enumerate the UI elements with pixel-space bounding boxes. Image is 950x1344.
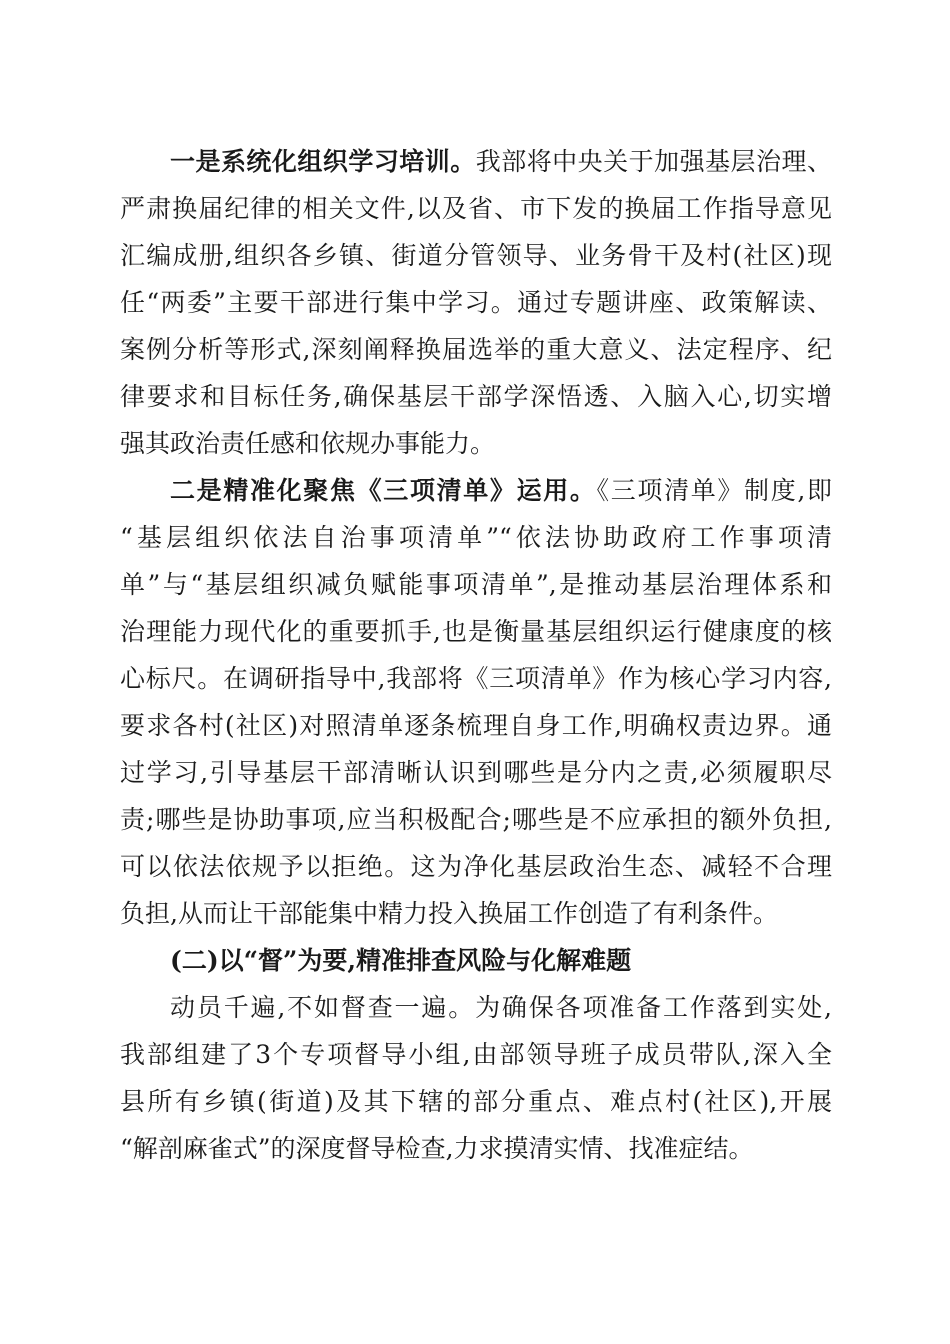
paragraph-3-line-1: 动员千遍,不如督查一遍。为确保各项准备工作落到实处, [170, 993, 832, 1022]
paragraph-1-line-1: 一是系统化组织学习培训。我部将中央关于加强基层治理、 [170, 147, 832, 176]
paragraph-2-lead: 二是精准化聚焦《三项清单》运用。 [170, 476, 597, 505]
paragraph-2-line-2: “基层组织依法自治事项清单”“依法协助政府工作事项清 [120, 523, 832, 552]
paragraph-2-line-1: 二是精准化聚焦《三项清单》运用。《三项清单》制度,即 [170, 476, 832, 505]
paragraph-2-line-4: 治理能力现代化的重要抓手,也是衡量基层组织运行健康度的核 [120, 617, 832, 646]
paragraph-1-lead: 一是系统化组织学习培训。 [170, 147, 476, 176]
paragraph-1-line-6: 律要求和目标任务,确保基层干部学深悟透、入脑入心,切实增 [120, 382, 832, 411]
paragraph-2-line-8: 责;哪些是协助事项,应当积极配合;哪些是不应承担的额外负担, [120, 805, 832, 834]
paragraph-2-line-9: 可以依法依规予以拒绝。这为净化基层政治生态、减轻不合理 [120, 852, 832, 881]
paragraph-2-line-5: 心标尺。在调研指导中,我部将《三项清单》作为核心学习内容, [120, 664, 832, 693]
paragraph-3-line-2: 我部组建了3个专项督导小组,由部领导班子成员带队,深入全 [120, 1040, 832, 1069]
paragraph-1-line-3: 汇编成册,组织各乡镇、街道分管领导、业务骨干及村(社区)现 [120, 241, 832, 270]
paragraph-3-line-3: 县所有乡镇(街道)及其下辖的部分重点、难点村(社区),开展 [120, 1087, 832, 1116]
section-heading: (二)以“督”为要,精准排查风险与化解难题 [170, 946, 632, 975]
paragraph-2-line-10: 负担,从而让干部能集中精力投入换届工作创造了有利条件。 [120, 899, 778, 928]
paragraph-1-line-2: 严肃换届纪律的相关文件,以及省、市下发的换届工作指导意见 [120, 194, 832, 223]
paragraph-1-line-4: 任“两委”主要干部进行集中学习。通过专题讲座、政策解读、 [120, 288, 832, 317]
paragraph-2-line-7: 过学习,引导基层干部清晰认识到哪些是分内之责,必须履职尽 [120, 758, 832, 787]
paragraph-1-line-5: 案例分析等形式,深刻阐释换届选举的重大意义、法定程序、纪 [120, 335, 832, 364]
paragraph-3-line-4: “解剖麻雀式”的深度督导检查,力求摸清实情、找准症结。 [120, 1134, 754, 1163]
paragraph-2-line-6: 要求各村(社区)对照清单逐条梳理自身工作,明确权责边界。通 [120, 711, 832, 740]
paragraph-2-line-3: 单”与“基层组织减负赋能事项清单”,是推动基层治理体系和 [120, 570, 832, 599]
paragraph-1-line-7: 强其政治责任感和依规办事能力。 [120, 429, 496, 458]
document-body [120, 138, 832, 1172]
